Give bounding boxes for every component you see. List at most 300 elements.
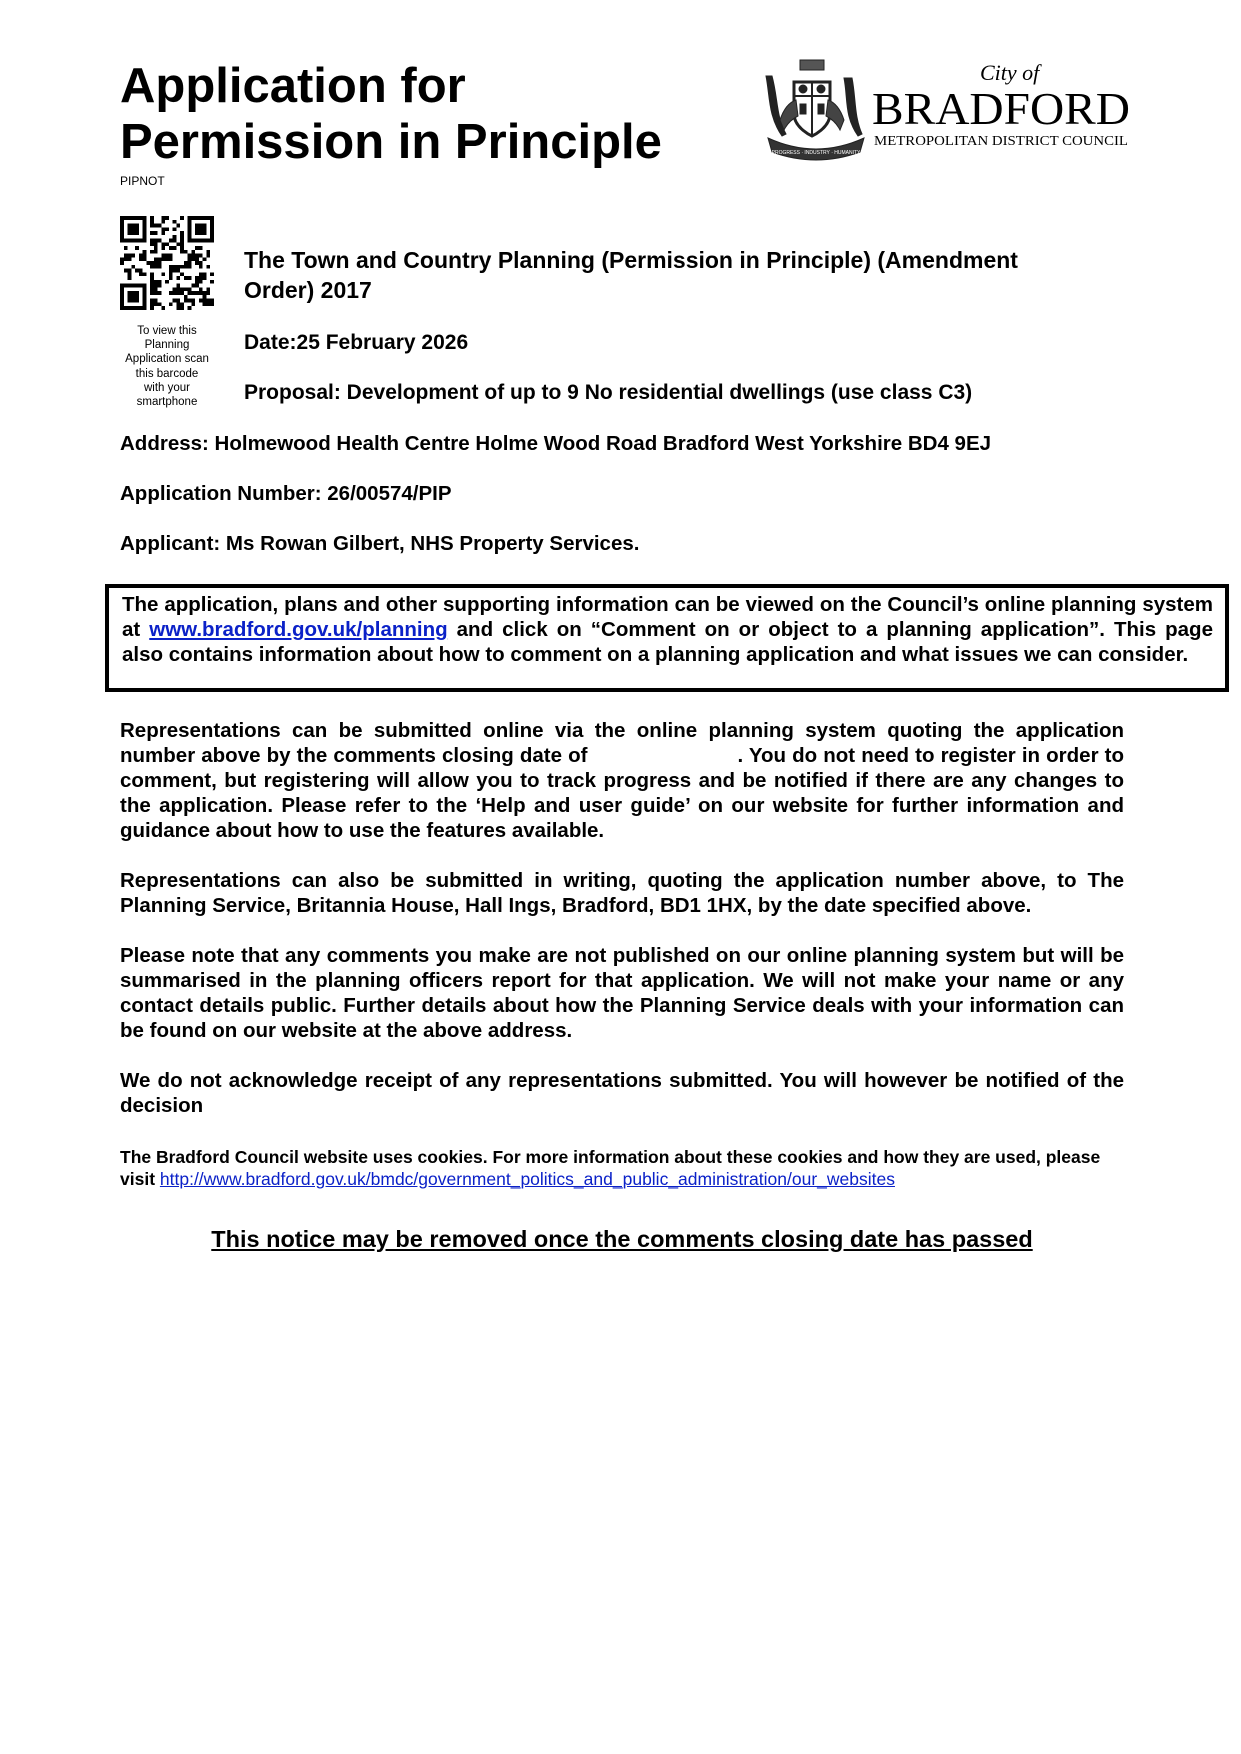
qr-module	[135, 231, 139, 235]
qr-module	[150, 265, 154, 269]
qr-module	[128, 231, 132, 235]
qr-module	[124, 216, 128, 220]
qr-module	[161, 227, 165, 231]
qr-module	[180, 265, 184, 269]
qr-module	[176, 242, 180, 246]
qr-module	[188, 239, 192, 243]
qr-module	[154, 231, 158, 235]
applicant: Applicant: Ms Rowan Gilbert, NHS Property Services.	[120, 532, 640, 555]
qr-module	[161, 257, 165, 261]
qr-module	[120, 231, 124, 235]
qr-module	[195, 227, 199, 231]
qr-module	[195, 261, 199, 265]
qr-module	[199, 261, 203, 265]
qr-module	[158, 291, 162, 295]
qr-module	[128, 291, 132, 295]
qr-module	[154, 280, 158, 284]
qr-module	[143, 299, 147, 303]
qr-module	[128, 269, 132, 273]
qr-module	[131, 284, 135, 288]
qr-module	[210, 224, 214, 228]
qr-module	[131, 227, 135, 231]
title-line-1: Application for	[120, 59, 466, 113]
qr-module	[169, 272, 173, 276]
motto-text: PROGRESS · INDUSTRY · HUMANITY	[771, 150, 861, 156]
comments-paragraph: Please note that any comments you make are not published on our online planning system but will be summarised in the planning officers report for that application. We will not make your name or any contact details public. Further details about how the Planning Service deals with your information can be found on our website at the above address.	[120, 944, 1124, 1042]
qr-module	[150, 242, 154, 246]
qr-module	[131, 291, 135, 295]
qr-module	[184, 276, 188, 280]
qr-module	[139, 284, 143, 288]
qr-module	[143, 250, 147, 254]
planning-link[interactable]: www.bradford.gov.uk/planning	[149, 618, 448, 641]
qr-module	[195, 216, 199, 220]
qr-module	[143, 302, 147, 306]
writing-paragraph: Representations can also be submitted in writing, quoting the application number above, to The Planning Service, Britannia House, Hall Ings, Bradford, BD1 1HX, by the date specified above.	[120, 869, 1124, 917]
box-text-after: and click on “Comment on or object to a planning application”. This page also contains information about how to comment on a planning application and what issues we can consider.	[122, 618, 1213, 666]
qr-module	[131, 239, 135, 243]
qr-module	[165, 227, 169, 231]
qr-module	[158, 265, 162, 269]
qr-module	[199, 276, 203, 280]
qr-module	[150, 302, 154, 306]
qr-module	[139, 239, 143, 243]
qr-module	[180, 272, 184, 276]
site-address: Address: Holmewood Health Centre Holme Wood Road Bradford West Yorkshire BD4 9EJ	[120, 432, 992, 455]
qr-module	[143, 291, 147, 295]
qr-module	[210, 220, 214, 224]
qr-module	[176, 287, 180, 291]
qr-caption-line: smartphone	[136, 396, 198, 409]
qr-module	[199, 272, 203, 276]
qr-module	[206, 216, 210, 220]
qr-module	[188, 254, 192, 258]
qr-module	[143, 306, 147, 310]
qr-code-icon	[120, 216, 214, 310]
qr-module	[165, 280, 169, 284]
qr-module	[173, 239, 177, 243]
qr-module	[128, 224, 132, 228]
qr-module	[199, 224, 203, 228]
qr-module	[206, 299, 210, 303]
qr-module	[195, 284, 199, 288]
qr-module	[120, 306, 124, 310]
qr-module	[161, 306, 165, 310]
qr-module	[203, 291, 207, 295]
qr-module	[131, 231, 135, 235]
qr-module	[210, 231, 214, 235]
qr-module	[191, 291, 195, 295]
qr-module	[176, 224, 180, 228]
qr-module	[128, 295, 132, 299]
qr-module	[169, 269, 173, 273]
qr-module	[135, 227, 139, 231]
qr-module	[150, 306, 154, 310]
qr-module	[158, 257, 162, 261]
cookies-text: The Bradford Council website uses cookies. For more information about these cookies and how they are used, please visit	[120, 1147, 1101, 1189]
qr-module	[150, 291, 154, 295]
qr-module	[199, 227, 203, 231]
qr-module	[150, 299, 154, 303]
qr-module	[176, 302, 180, 306]
qr-module	[173, 220, 177, 224]
qr-module	[128, 216, 132, 220]
qr-module	[195, 280, 199, 284]
cookies-notice	[120, 1146, 1124, 1190]
qr-module	[195, 276, 199, 280]
qr-module	[195, 224, 199, 228]
qr-module	[120, 239, 124, 243]
qr-module	[203, 239, 207, 243]
qr-module	[206, 254, 210, 258]
qr-module	[150, 287, 154, 291]
qr-module	[135, 269, 139, 273]
qr-module	[176, 284, 180, 288]
qr-module	[188, 265, 192, 269]
qr-module	[173, 235, 177, 239]
qr-module	[195, 257, 199, 261]
qr-module	[139, 257, 143, 261]
qr-module	[120, 216, 124, 220]
qr-module	[188, 220, 192, 224]
qr-module	[154, 239, 158, 243]
qr-module	[135, 295, 139, 299]
qr-module	[150, 280, 154, 284]
qr-module	[184, 250, 188, 254]
qr-module	[120, 284, 124, 288]
qr-module	[203, 276, 207, 280]
qr-module	[135, 239, 139, 243]
qr-module	[203, 216, 207, 220]
qr-module	[199, 299, 203, 303]
qr-module	[176, 306, 180, 310]
qr-module	[169, 246, 173, 250]
qr-module	[188, 235, 192, 239]
qr-module	[143, 220, 147, 224]
qr-caption-line: To view this	[137, 325, 197, 337]
qr-module	[131, 216, 135, 220]
legislation-line-1: The Town and Country Planning (Permission in Principle) (Amendment	[244, 247, 1018, 273]
qr-module	[206, 291, 210, 295]
online-text-part-2: . You do not need to register in order to comment, but registering will allow you to track progress and be notified if there are any changes to the application. Please refer to the ‘Help and user guide’ on our website for further information and guidance about how to use the features available.	[120, 744, 1124, 842]
qr-module	[184, 295, 188, 299]
qr-module	[195, 239, 199, 243]
qr-module	[131, 295, 135, 299]
qr-module	[128, 227, 132, 231]
title-line-2: Permission in Principle	[120, 115, 662, 169]
qr-module	[165, 254, 169, 258]
qr-module	[154, 250, 158, 254]
coat-of-arms-icon	[766, 60, 864, 160]
qr-module	[203, 295, 207, 299]
qr-module	[169, 254, 173, 258]
qr-module	[143, 284, 147, 288]
qr-module	[191, 299, 195, 303]
qr-module	[135, 306, 139, 310]
qr-module	[184, 265, 188, 269]
qr-module	[191, 239, 195, 243]
qr-module	[124, 306, 128, 310]
qr-module	[188, 227, 192, 231]
qr-module	[203, 231, 207, 235]
qr-module	[150, 224, 154, 228]
qr-module	[150, 284, 154, 288]
qr-module	[199, 254, 203, 258]
qr-module	[188, 276, 192, 280]
qr-module	[176, 276, 180, 280]
qr-module	[124, 284, 128, 288]
qr-module	[184, 261, 188, 265]
qr-module	[154, 291, 158, 295]
online-info-box	[105, 584, 1229, 692]
qr-module	[180, 246, 184, 250]
qr-module	[161, 246, 165, 250]
qr-module	[143, 231, 147, 235]
council-logo	[760, 56, 1132, 166]
qr-module	[143, 272, 147, 276]
qr-module	[195, 231, 199, 235]
qr-caption	[112, 324, 222, 409]
qr-module	[120, 291, 124, 295]
qr-module	[191, 250, 195, 254]
qr-module	[158, 239, 162, 243]
qr-module	[199, 265, 203, 269]
qr-module	[173, 265, 177, 269]
qr-module	[150, 231, 154, 235]
online-representations-paragraph	[120, 718, 1124, 843]
qr-module	[120, 227, 124, 231]
qr-module	[143, 254, 147, 258]
qr-module	[154, 265, 158, 269]
removal-notice: This notice may be removed once the comments closing date has passed	[211, 1226, 1033, 1252]
qr-module	[124, 269, 128, 273]
qr-module	[120, 295, 124, 299]
qr-module	[120, 235, 124, 239]
qr-module	[131, 306, 135, 310]
qr-module	[210, 216, 214, 220]
qr-module	[161, 272, 165, 276]
qr-module	[154, 284, 158, 288]
cookies-link[interactable]: http://www.bradford.gov.uk/bmdc/government_politics_and_public_administration/our_websites	[159, 1169, 895, 1189]
qr-module	[120, 220, 124, 224]
qr-module	[158, 261, 162, 265]
qr-module	[173, 291, 177, 295]
qr-module	[191, 284, 195, 288]
qr-module	[143, 227, 147, 231]
qr-module	[210, 299, 214, 303]
qr-module	[150, 216, 154, 220]
qr-module	[158, 302, 162, 306]
qr-module	[161, 216, 165, 220]
logo-name: BRADFORD	[872, 83, 1130, 134]
qr-module	[188, 257, 192, 261]
qr-caption-line: Application scan	[125, 353, 209, 366]
qr-module	[165, 242, 169, 246]
qr-module	[161, 242, 165, 246]
qr-module	[124, 246, 128, 250]
qr-module	[128, 284, 132, 288]
qr-module	[139, 254, 143, 258]
qr-module	[143, 239, 147, 243]
qr-module	[158, 280, 162, 284]
qr-module	[135, 299, 139, 303]
qr-module	[176, 299, 180, 303]
qr-module	[180, 216, 184, 220]
online-text-part-1: Representations can be submitted online via the online planning system quoting the application number above by the comments closing date of	[120, 719, 1124, 767]
qr-module	[206, 302, 210, 306]
qr-module	[135, 216, 139, 220]
legislation-line-2: Order) 2017	[244, 277, 372, 303]
qr-module	[180, 250, 184, 254]
qr-module	[206, 287, 210, 291]
qr-module	[143, 295, 147, 299]
qr-module	[154, 287, 158, 291]
qr-module	[154, 299, 158, 303]
notice-date: Date:25 February 2026	[244, 331, 469, 354]
qr-module	[120, 257, 124, 261]
qr-module	[169, 265, 173, 269]
qr-module	[210, 239, 214, 243]
qr-module	[180, 235, 184, 239]
qr-module	[128, 239, 132, 243]
qr-module	[124, 239, 128, 243]
qr-module	[173, 269, 177, 273]
qr-module	[154, 257, 158, 261]
qr-module	[131, 254, 135, 258]
qr-module	[173, 287, 177, 291]
qr-module	[203, 227, 207, 231]
qr-module	[124, 257, 128, 261]
qr-module	[180, 302, 184, 306]
qr-module	[120, 224, 124, 228]
qr-module	[173, 227, 177, 231]
qr-module	[154, 302, 158, 306]
qr-module	[131, 299, 135, 303]
qr-module	[154, 224, 158, 228]
qr-module	[143, 216, 147, 220]
proposal: Proposal: Development of up to 9 No residential dwellings (use class C3)	[244, 381, 973, 404]
qr-module	[128, 272, 132, 276]
qr-module	[135, 284, 139, 288]
qr-module	[176, 291, 180, 295]
logo-subtitle: METROPOLITAN DISTRICT COUNCIL	[874, 134, 1128, 149]
qr-module	[158, 284, 162, 288]
qr-caption-line: Planning	[144, 339, 190, 352]
qr-module	[139, 216, 143, 220]
qr-module	[150, 272, 154, 276]
qr-module	[154, 261, 158, 265]
qr-module	[199, 246, 203, 250]
qr-module	[143, 235, 147, 239]
qr-module	[210, 280, 214, 284]
qr-module	[206, 250, 210, 254]
qr-module	[176, 265, 180, 269]
qr-module	[210, 272, 214, 276]
qr-module	[188, 287, 192, 291]
qr-module	[180, 306, 184, 310]
qr-module	[120, 287, 124, 291]
qr-module	[150, 239, 154, 243]
qr-module	[188, 306, 192, 310]
qr-module	[199, 231, 203, 235]
qr-module	[169, 257, 173, 261]
page-title	[120, 58, 662, 170]
qr-module	[199, 291, 203, 295]
qr-module	[120, 302, 124, 306]
qr-module	[203, 224, 207, 228]
qr-module	[188, 224, 192, 228]
qr-module	[188, 261, 192, 265]
qr-module	[128, 299, 132, 303]
qr-module	[131, 265, 135, 269]
qr-module	[173, 246, 177, 250]
qr-module	[154, 242, 158, 246]
qr-module	[191, 216, 195, 220]
qr-module	[203, 299, 207, 303]
qr-module	[169, 276, 173, 280]
qr-module	[169, 291, 173, 295]
qr-module	[131, 224, 135, 228]
qr-module	[139, 272, 143, 276]
qr-module	[143, 287, 147, 291]
qr-module	[143, 257, 147, 261]
legislation-title	[244, 245, 1124, 305]
qr-module	[173, 299, 177, 303]
qr-module	[128, 257, 132, 261]
acknowledge-paragraph: We do not acknowledge receipt of any representations submitted. You will however be notified of the decision	[120, 1069, 1124, 1117]
qr-module	[199, 287, 203, 291]
qr-module	[188, 299, 192, 303]
qr-module	[124, 254, 128, 258]
form-code: PIPNOT	[120, 174, 165, 188]
qr-module	[188, 291, 192, 295]
qr-module	[165, 257, 169, 261]
qr-module	[165, 216, 169, 220]
qr-module	[180, 291, 184, 295]
qr-module	[184, 299, 188, 303]
qr-module	[158, 224, 162, 228]
qr-module	[210, 302, 214, 306]
qr-module	[206, 239, 210, 243]
qr-module	[199, 280, 203, 284]
qr-module	[180, 287, 184, 291]
qr-module	[206, 265, 210, 269]
qr-module	[210, 235, 214, 239]
box-text-before: The application, plans and other supporting information can be viewed on the Council’s online planning system at	[122, 593, 1213, 641]
qr-module	[199, 239, 203, 243]
qr-module	[120, 261, 124, 265]
qr-module	[120, 299, 124, 303]
qr-module	[161, 231, 165, 235]
qr-module	[161, 254, 165, 258]
qr-caption-line: with your	[143, 381, 191, 394]
qr-module	[184, 287, 188, 291]
qr-module	[180, 231, 184, 235]
qr-module	[191, 257, 195, 261]
qr-module	[139, 269, 143, 273]
qr-module	[210, 227, 214, 231]
qr-module	[203, 257, 207, 261]
qr-module	[191, 302, 195, 306]
qr-module	[128, 276, 132, 280]
qr-module	[169, 302, 173, 306]
qr-module	[154, 246, 158, 250]
qr-module	[176, 269, 180, 273]
qr-module	[150, 276, 154, 280]
qr-module	[199, 216, 203, 220]
qr-module	[143, 224, 147, 228]
qr-module	[169, 239, 173, 243]
